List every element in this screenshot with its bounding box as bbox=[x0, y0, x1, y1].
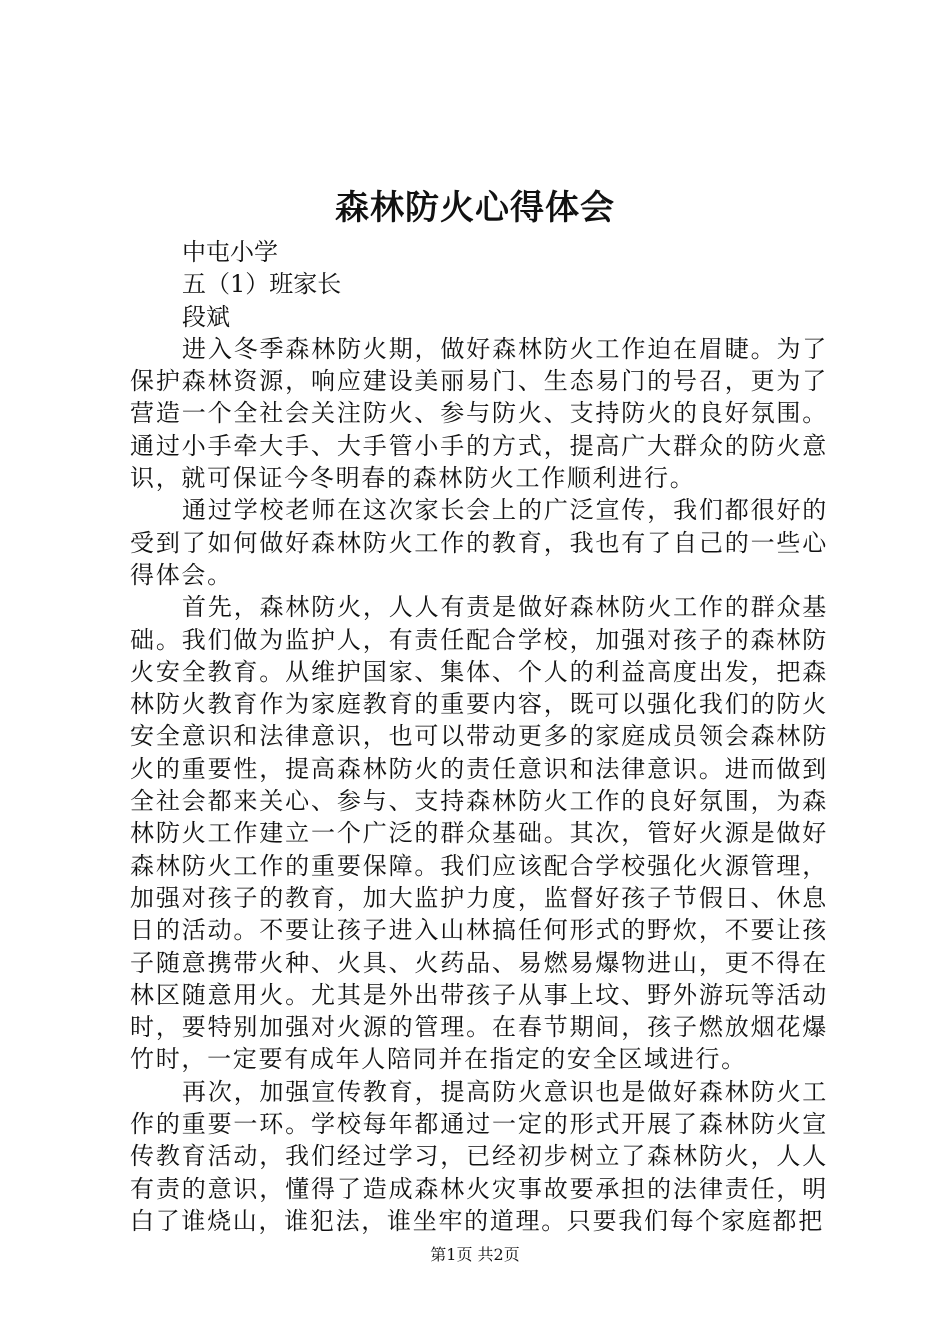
page-number-footer: 第1页 共2页 bbox=[430, 1245, 520, 1264]
author-name: 段斌 bbox=[182, 302, 230, 331]
paragraph-first-second: 首先，森林防火，人人有责是做好森林防火工作的群众基础。我们做为监护人，有责任配合学校，加强对孩子的森林防火安全教育。从维护国家、集体、个人的利益高度出发，把森林防火教育作为家庭教育的重要内容，既可以强化我们的防火安全意识和法律意识，也可以带动更多的家庭成员领会森林防火的重要性，提高森林防火的责任意识和法律意识。进而做到全社会都来关心、参与、支持森林防火工作的良好氛围，为森林防火工作建立一个广泛的群众基础。其次，管好火源是做好森林防火工作的重要保障。我们应该配合学校强化火源管理，加强对孩子的教育，加大监护力度，监督好孩子节假日、休息日的活动。不要让孩子进入山林搞任何形式的野炊，不要让孩子随意携带火种、火具、火药品、易燃易爆物进山，更不得在林区随意用火。尤其是外出带孩子从事上坟、野外游玩等活动时，要特别加强对火源的管理。在春节期间，孩子燃放烟花爆竹时，一定要有成年人陪同并在指定的安全区域进行。 bbox=[130, 593, 828, 1074]
document-body bbox=[130, 236, 828, 1237]
class-parent: 五（1）班家长 bbox=[182, 270, 342, 299]
paragraph-intro: 进入冬季森林防火期，做好森林防火工作迫在眉睫。为了保护森林资源，响应建设美丽易门、生态易门的号召，更为了营造一个全社会关注防火、参与防火、支持防火的良好氛围。通过小手牵大手、大手管小手的方式，提高广大群众的防火意识，就可保证今冬明春的森林防火工作顺利进行。 bbox=[130, 334, 828, 493]
paragraph-reflection: 通过学校老师在这次家长会上的广泛宣传，我们都很好的受到了如何做好森林防火工作的教育，我也有了自己的一些心得体会。 bbox=[130, 496, 828, 589]
paragraph-third: 再次，加强宣传教育，提高防火意识也是做好森林防火工作的重要一环。学校每年都通过一定的形式开展了森林防火宣传教育活动，我们经过学习，已经初步树立了森林防火，人人有责的意识，懂得了造成森林火灾事故要承担的法律责任，明白了谁烧山，谁犯法，谁坐牢的道理。只要我们每个家庭都把 bbox=[130, 1077, 828, 1235]
document-title: 森林防火心得体会 bbox=[335, 188, 615, 228]
school-name: 中屯小学 bbox=[182, 238, 278, 266]
